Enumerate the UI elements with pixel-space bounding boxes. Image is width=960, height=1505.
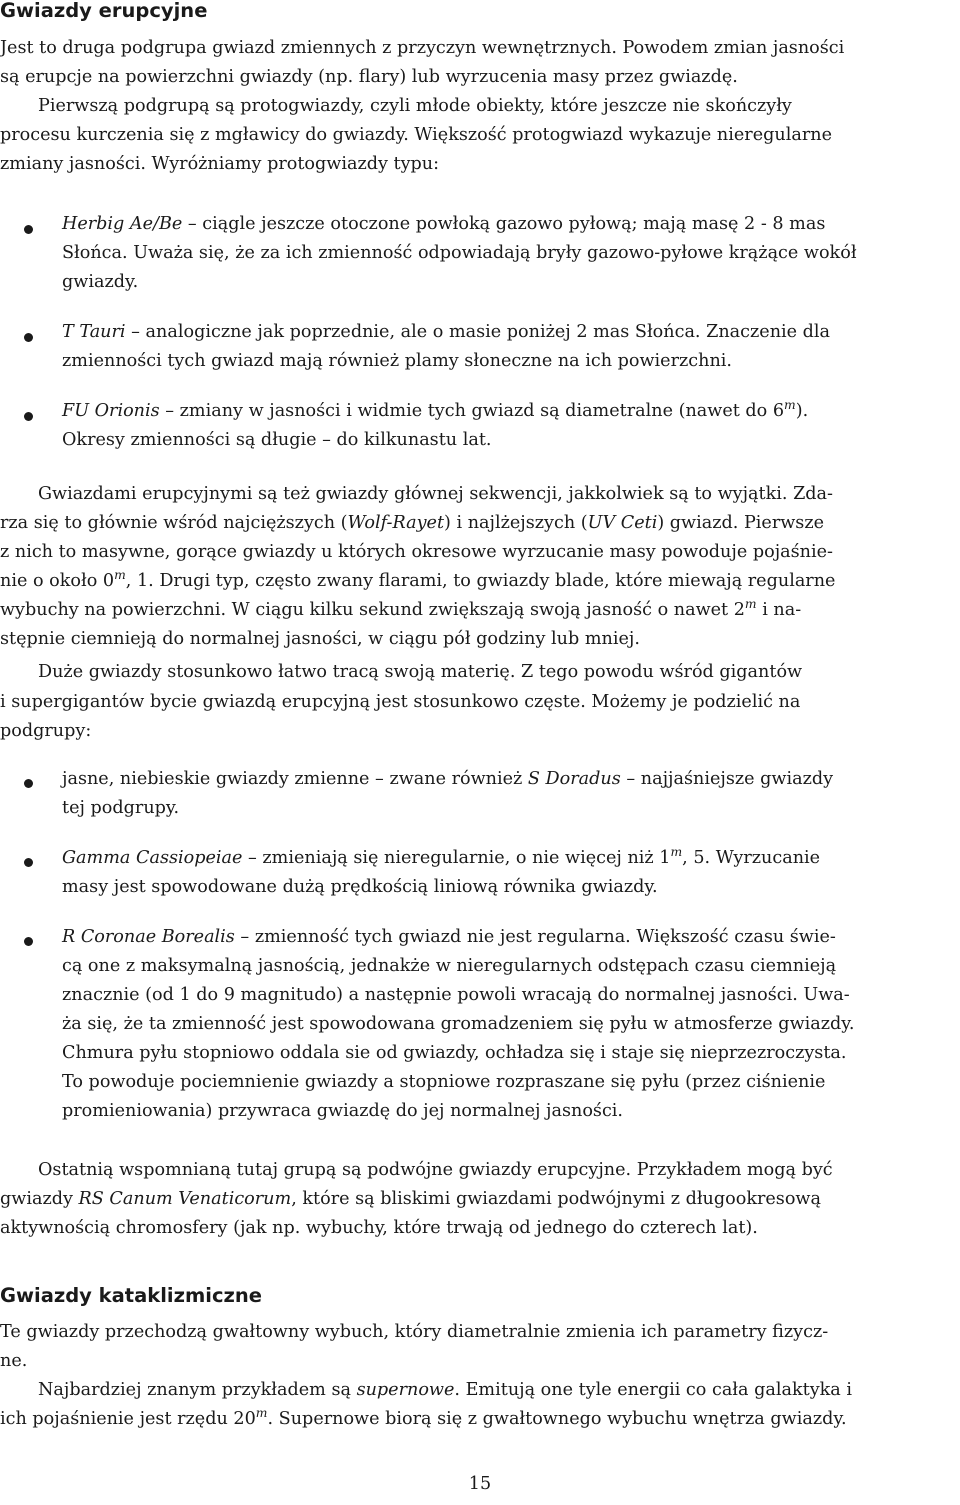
- text-line: promieniowania) przywraca gwiazdę do jej normalnej jasności.: [62, 1101, 624, 1121]
- text-line: są erupcje na powierzchni gwiazdy (np. flary) lub wyrzucenia masy przez gwiazdę.: [0, 67, 738, 87]
- text-line: ich pojaśnienie jest rzędu 20$^m$. Supernowe biorą się z gwałtownego wybuchu wnętrza gwiazdy.: [0, 1406, 847, 1429]
- text-line: ne.: [0, 1351, 28, 1371]
- text-line: i supergigantów bycie gwiazdą erupcyjną jest stosunkowo częste. Możemy je podzielić na: [0, 692, 801, 712]
- section-heading: Gwiazdy erupcyjne: [0, 0, 208, 22]
- text-line: masy jest spowodowane dużą prędkością liniową równika gwiazdy.: [62, 877, 658, 897]
- text-line: Najbardziej znanym przykładem są supernowe. Emitują one tyle energii co cała galaktyka i: [38, 1380, 853, 1400]
- text-line: znacznie (od 1 do 9 magnitudo) a następnie powoli wracają do normalnej jasności. Uwa-: [62, 985, 850, 1005]
- list-item: Herbig Ae/Be – ciągle jeszcze otoczone powłoką gazowo pyłową; mają masę 2 - 8 mas: [62, 214, 826, 234]
- text-line: gwiazdy RS Canum Venaticorum, które są bliskimi gwiazdami podwójnymi z długookresową: [0, 1189, 821, 1209]
- bullet-icon: [24, 225, 33, 234]
- bullet-icon: [24, 333, 33, 342]
- section-heading: Gwiazdy kataklizmiczne: [0, 1284, 262, 1307]
- text-line: Pierwszą podgrupą są protogwiazdy, czyli młode obiekty, które jeszcze nie skończyły: [38, 96, 792, 116]
- bullet-icon: [24, 858, 33, 867]
- text-line: z nich to masywne, gorące gwiazdy u których okresowe wyrzucanie masy powoduje pojaśnie-: [0, 542, 833, 562]
- text-line: aktywnością chromosfery (jak np. wybuchy, które trwają od jednego do czterech lat).: [0, 1218, 758, 1238]
- list-item: jasne, niebieskie gwiazdy zmienne – zwane również S Doradus – najjaśniejsze gwiazdy: [62, 769, 834, 789]
- text-line: nie o około 0$^m$, 1. Drugi typ, często zwany flarami, to gwiazdy blade, które miewają regularne: [0, 568, 836, 591]
- bullet-icon: [24, 779, 33, 788]
- text-line: Duże gwiazdy stosunkowo łatwo tracą swoją materię. Z tego powodu wśród gigantów: [38, 662, 803, 682]
- text-line: Chmura pyłu stopniowo oddala sie od gwiazdy, ochładza się i staje się nieprzezroczysta.: [62, 1043, 847, 1063]
- text-line: Ostatnią wspomnianą tutaj grupą są podwójne gwiazdy erupcyjne. Przykładem mogą być: [38, 1160, 833, 1180]
- text-line: zmiany jasności. Wyróżniamy protogwiazdy typu:: [0, 154, 440, 174]
- text-line: stępnie ciemnieją do normalnej jasności, w ciągu pół godziny lub mniej.: [0, 629, 640, 649]
- text-line: procesu kurczenia się z mgławicy do gwiazdy. Większość protogwiazd wykazuje nieregularne: [0, 125, 832, 145]
- text-line: wybuchy na powierzchni. W ciągu kilku sekund zwiększają swoją jasność o nawet 2$^m$ i na-: [0, 597, 802, 620]
- text-line: To powoduje pociemnienie gwiazdy a stopniowe rozpraszane się pyłu (przez ciśnienie: [62, 1072, 826, 1092]
- text-line: cą one z maksymalną jasnością, jednakże w nieregularnych odstępach czasu ciemnieją: [62, 956, 837, 976]
- list-item: T Tauri – analogiczne jak poprzednie, ale o masie poniżej 2 mas Słońca. Znaczenie dla: [62, 322, 831, 342]
- bullet-icon: [24, 937, 33, 946]
- bullet-icon: [24, 412, 33, 421]
- text-line: ża się, że ta zmienność jest spowodowana gromadzeniem się pyłu w atmosferze gwiazdy.: [62, 1014, 855, 1034]
- text-line: zmienności tych gwiazd mają również plamy słoneczne na ich powierzchni.: [62, 351, 733, 371]
- text-line: gwiazdy.: [62, 272, 139, 292]
- text-line: Te gwiazdy przechodzą gwałtowny wybuch, który diametralnie zmienia ich parametry fizycz-: [0, 1322, 829, 1342]
- text-line: tej podgrupy.: [62, 798, 180, 818]
- text-line: Słońca. Uważa się, że za ich zmienność odpowiadają bryły gazowo-pyłowe krążące wokół: [62, 243, 857, 263]
- text-line: podgrupy:: [0, 721, 92, 741]
- text-line: rza się to głównie wśród najcięższych (Wolf-Rayet) i najlżejszych (UV Ceti) gwiazd. Pierwsze: [0, 513, 824, 533]
- page-number: 15: [468, 1474, 492, 1494]
- text-line: Okresy zmienności są długie – do kilkunastu lat.: [62, 430, 492, 450]
- list-item: FU Orionis – zmiany w jasności i widmie tych gwiazd są diametralne (nawet do 6$^m$).: [62, 398, 809, 421]
- list-item: R Coronae Borealis – zmienność tych gwiazd nie jest regularna. Większość czasu świe-: [62, 927, 836, 947]
- text-line: Gwiazdami erupcyjnymi są też gwiazdy głównej sekwencji, jakkolwiek są to wyjątki. Zda-: [38, 484, 833, 504]
- text-line: Jest to druga podgrupa gwiazd zmiennych z przyczyn wewnętrznych. Powodem zmian jasności: [0, 38, 845, 58]
- list-item: Gamma Cassiopeiae – zmieniają się nieregularnie, o nie więcej niż 1$^m$, 5. Wyrzucanie: [62, 845, 821, 868]
